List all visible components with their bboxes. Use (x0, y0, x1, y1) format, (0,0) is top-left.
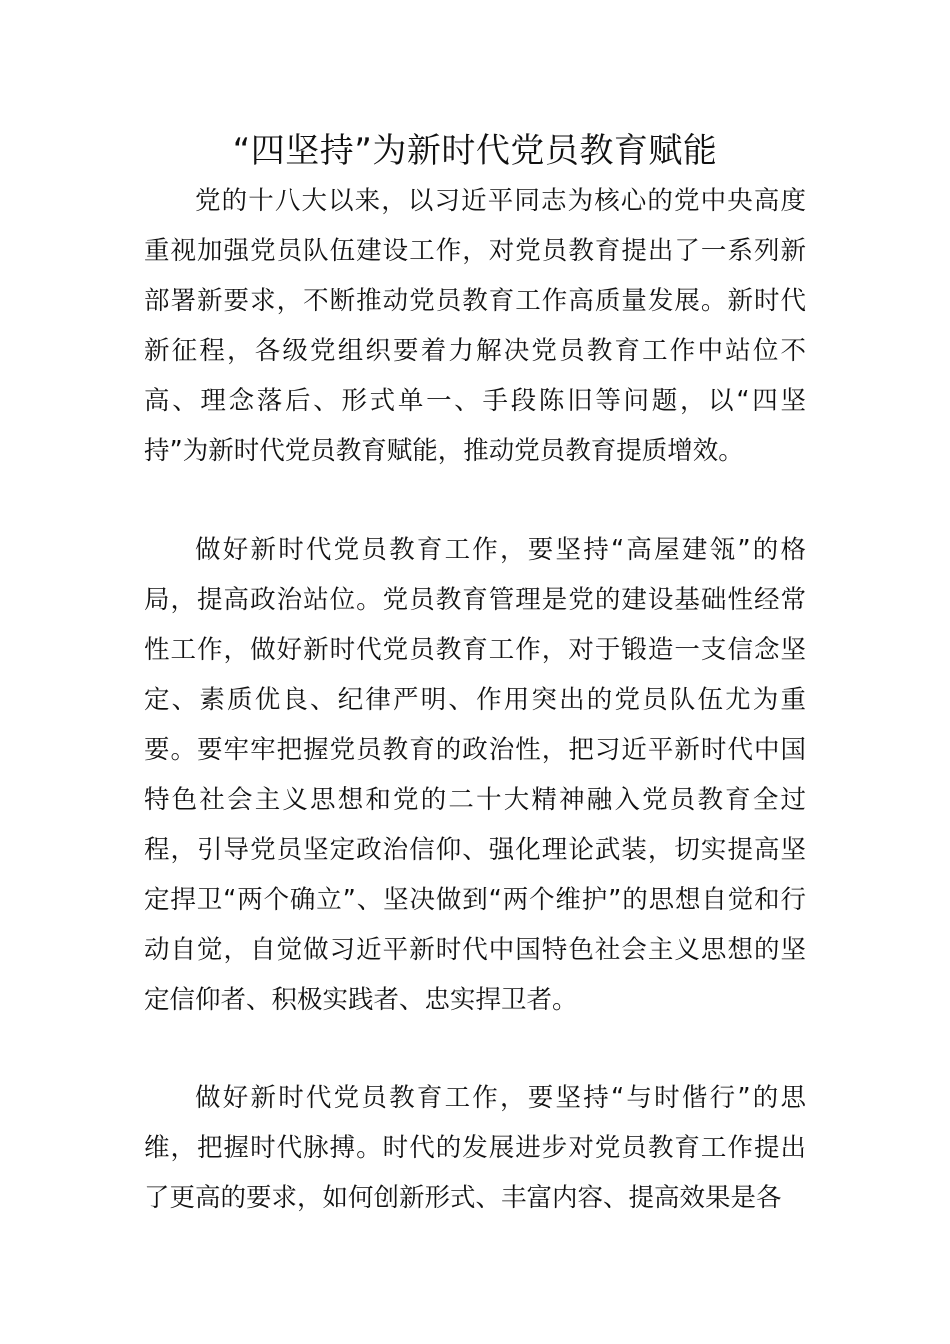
paragraph-keep-pace-with-times: 做好新时代党员教育工作，要坚持“与时偕行”的思维，把握时代脉搏。时代的发展进步对党员教育工作提出了更高的要求，如何创新形式、丰富内容、提高效果是各 (144, 1083, 806, 1213)
paragraph-political-stance: 做好新时代党员教育工作，要坚持“高屋建瓴”的格局，提高政治站位。党员教育管理是党的建设基础性经常性工作，做好新时代党员教育工作，对于锻造一支信念坚定、素质优良、纪律严明、作用突出的党员队伍尤为重要。要牢牢把握党员教育的政治性，把习近平新时代中国特色社会主义思想和党的二十大精神融入党员教育全过程，引导党员坚定政治信仰、强化理论武装，切实提高坚定捍卫“两个确立”、坚决做到“两个维护”的思想自觉和行动自觉，自觉做习近平新时代中国特色社会主义思想的坚定信仰者、积极实践者、忠实捍卫者。 (144, 535, 806, 1015)
document-title: “四坚持”为新时代党员教育赋能 (232, 131, 718, 171)
paragraph-intro: 党的十八大以来，以习近平同志为核心的党中央高度重视加强党员队伍建设工作，对党员教育提出了一系列新部署新要求，不断推动党员教育工作高质量发展。新时代新征程，各级党组织要着力解决党员教育工作中站位不高、理念落后、形式单一、手段陈旧等问题，以“四坚持”为新时代党员教育赋能，推动党员教育提质增效。 (144, 186, 806, 466)
